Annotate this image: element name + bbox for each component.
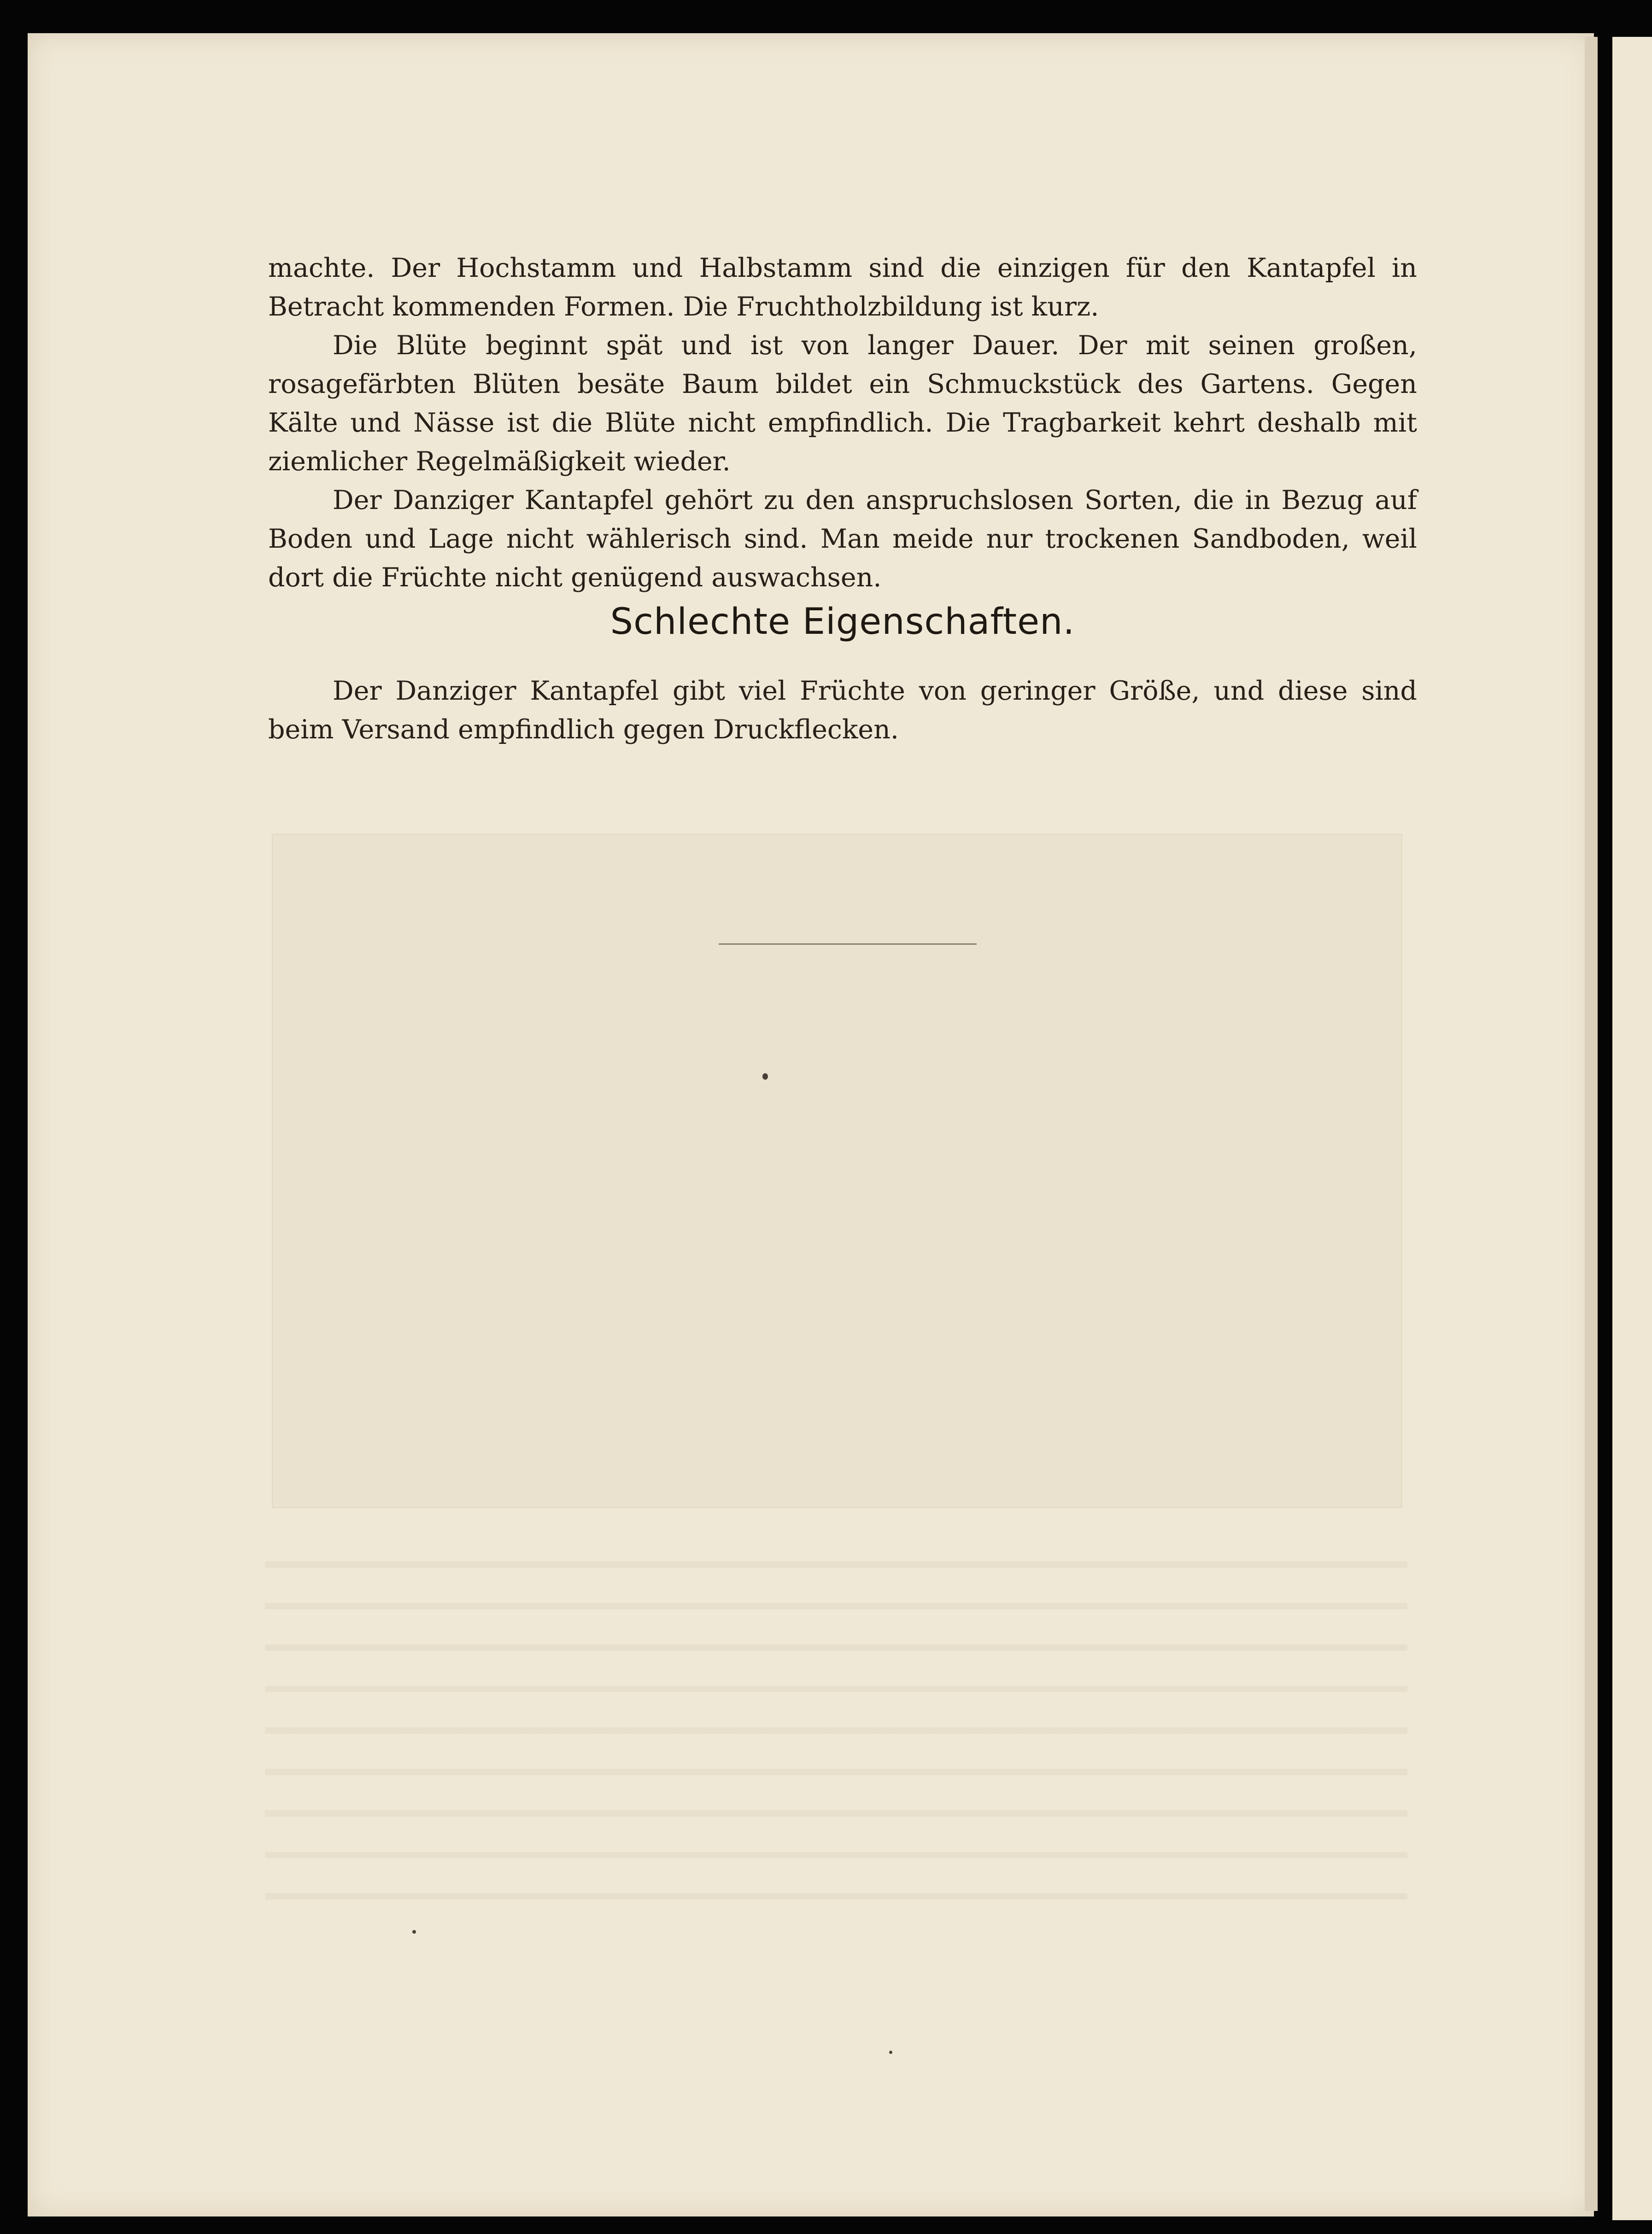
show-through-text <box>265 1534 1407 1912</box>
paper-speck <box>412 1930 416 1934</box>
paper-speck <box>889 2051 892 2054</box>
paper-speck <box>762 1073 768 1080</box>
section-text <box>268 672 1417 749</box>
section-heading: Schlechte Eigenschaften. <box>610 601 1075 643</box>
section-paragraph-1: Der Danziger Kantapfel gibt viel Früchte von geringer Größe, und diese sind beim Versand empfindlich gegen Druckflecken. <box>268 676 1417 745</box>
show-through-illustration <box>272 834 1402 1508</box>
paragraph-2: Die Blüte beginnt spät und ist von langer Dauer. Der mit seinen großen, rosagefärbten Blüten besäte Baum bildet ein Schmuckstück des Gartens. Gegen Kälte und Nässe ist die Blüte nicht empfindlich. Die Tragbarkeit kehrt deshalb mit ziemlicher Regelmäßigkeit wieder. <box>268 330 1417 477</box>
paragraph-3: Der Danziger Kantapfel gehört zu den anspruchslosen Sorten, die in Bezug auf Boden und Lage nicht wählerisch sind. Man meide nur trockenen Sandboden, weil dort die Früchte nicht genügend auswachsen. <box>268 485 1417 593</box>
page-edge <box>1585 37 1598 2211</box>
next-page-edge <box>1612 37 1652 2220</box>
section-divider <box>719 943 977 945</box>
body-text <box>268 249 1417 597</box>
paragraph-1: machte. Der Hochstamm und Halbstamm sind die einzigen für den Kantapfel in Betracht kommenden Formen. Die Fruchtholzbildung ist kurz. <box>268 253 1417 322</box>
